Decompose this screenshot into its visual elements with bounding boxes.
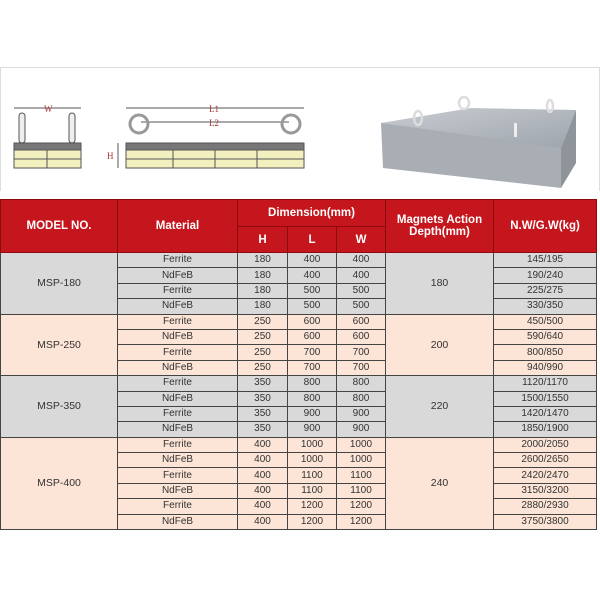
material-cell: NdFeB xyxy=(118,453,238,468)
material-cell: NdFeB xyxy=(118,514,238,529)
weight-cell: 2000/2050 xyxy=(494,437,597,452)
l-cell: 1200 xyxy=(288,514,337,529)
l-cell: 1000 xyxy=(288,453,337,468)
weight-cell: 225/275 xyxy=(494,283,597,298)
h-cell: 400 xyxy=(238,514,288,529)
l-cell: 700 xyxy=(288,345,337,360)
model-cell: MSP-250 xyxy=(1,314,118,376)
h-cell: 350 xyxy=(238,406,288,421)
w-cell: 400 xyxy=(337,268,386,283)
material-cell: NdFeB xyxy=(118,422,238,437)
l-cell: 1200 xyxy=(288,499,337,514)
w-cell: 700 xyxy=(337,360,386,375)
w-cell: 600 xyxy=(337,314,386,329)
l-cell: 600 xyxy=(288,314,337,329)
l-cell: 1100 xyxy=(288,483,337,498)
weight-cell: 1120/1170 xyxy=(494,376,597,391)
table-row xyxy=(1,376,597,391)
weight-cell: 2880/2930 xyxy=(494,499,597,514)
h-cell: 250 xyxy=(238,314,288,329)
h-cell: 180 xyxy=(238,299,288,314)
l-cell: 1000 xyxy=(288,437,337,452)
specification-table xyxy=(0,199,597,530)
header-h: H xyxy=(238,227,288,253)
weight-cell: 2420/2470 xyxy=(494,468,597,483)
material-cell: NdFeB xyxy=(118,268,238,283)
material-cell: Ferrite xyxy=(118,253,238,268)
h-cell: 250 xyxy=(238,345,288,360)
l-cell: 500 xyxy=(288,283,337,298)
material-cell: NdFeB xyxy=(118,391,238,406)
depth-cell: 220 xyxy=(386,376,494,438)
w-cell: 800 xyxy=(337,376,386,391)
w-label: W xyxy=(44,104,53,114)
l-cell: 1100 xyxy=(288,468,337,483)
h-cell: 350 xyxy=(238,391,288,406)
w-cell: 1200 xyxy=(337,514,386,529)
l-cell: 700 xyxy=(288,360,337,375)
header-l: L xyxy=(288,227,337,253)
material-cell: Ferrite xyxy=(118,437,238,452)
product-image-panel xyxy=(0,67,600,191)
magnet-diagrams xyxy=(1,68,599,190)
h-cell: 400 xyxy=(238,499,288,514)
model-cell: MSP-350 xyxy=(1,376,118,438)
l-cell: 800 xyxy=(288,376,337,391)
w-cell: 800 xyxy=(337,391,386,406)
material-cell: NdFeB xyxy=(118,360,238,375)
h-label: H xyxy=(107,151,114,161)
w-cell: 600 xyxy=(337,329,386,344)
header-depth: Magnets Action Depth(mm) xyxy=(386,200,494,253)
header-material: Material xyxy=(118,200,238,253)
header-dimension: Dimension(mm) xyxy=(238,200,386,227)
header-model: MODEL NO. xyxy=(1,200,118,253)
material-cell: Ferrite xyxy=(118,345,238,360)
material-cell: Ferrite xyxy=(118,468,238,483)
depth-cell: 180 xyxy=(386,253,494,315)
weight-cell: 450/500 xyxy=(494,314,597,329)
l-cell: 500 xyxy=(288,299,337,314)
side-view-diagram xyxy=(14,104,81,168)
material-cell: NdFeB xyxy=(118,329,238,344)
h-cell: 400 xyxy=(238,468,288,483)
w-cell: 1100 xyxy=(337,483,386,498)
weight-cell: 3150/3200 xyxy=(494,483,597,498)
weight-cell: 3750/3800 xyxy=(494,514,597,529)
header-weight: N.W/G.W(kg) xyxy=(494,200,597,253)
h-cell: 180 xyxy=(238,253,288,268)
material-cell: NdFeB xyxy=(118,299,238,314)
model-cell: MSP-180 xyxy=(1,253,118,315)
weight-cell: 330/350 xyxy=(494,299,597,314)
l-cell: 900 xyxy=(288,422,337,437)
material-cell: NdFeB xyxy=(118,483,238,498)
l-cell: 400 xyxy=(288,268,337,283)
weight-cell: 1500/1550 xyxy=(494,391,597,406)
weight-cell: 2600/2650 xyxy=(494,453,597,468)
front-view-diagram xyxy=(107,104,304,168)
h-cell: 180 xyxy=(238,268,288,283)
w-cell: 500 xyxy=(337,283,386,298)
l1-label: L1 xyxy=(209,104,219,114)
weight-cell: 1420/1470 xyxy=(494,406,597,421)
w-cell: 1100 xyxy=(337,468,386,483)
material-cell: Ferrite xyxy=(118,376,238,391)
h-cell: 400 xyxy=(238,437,288,452)
w-cell: 1000 xyxy=(337,437,386,452)
depth-cell: 200 xyxy=(386,314,494,376)
weight-cell: 940/990 xyxy=(494,360,597,375)
h-cell: 180 xyxy=(238,283,288,298)
weight-cell: 800/850 xyxy=(494,345,597,360)
weight-cell: 190/240 xyxy=(494,268,597,283)
weight-cell: 590/640 xyxy=(494,329,597,344)
h-cell: 400 xyxy=(238,483,288,498)
l-cell: 900 xyxy=(288,406,337,421)
material-cell: Ferrite xyxy=(118,283,238,298)
h-cell: 400 xyxy=(238,453,288,468)
w-cell: 500 xyxy=(337,299,386,314)
magnet-photo xyxy=(381,97,576,188)
h-cell: 350 xyxy=(238,422,288,437)
material-cell: Ferrite xyxy=(118,314,238,329)
l2-label: L2 xyxy=(209,118,219,128)
l-cell: 600 xyxy=(288,329,337,344)
h-cell: 250 xyxy=(238,360,288,375)
l-cell: 400 xyxy=(288,253,337,268)
weight-cell: 145/195 xyxy=(494,253,597,268)
l-cell: 800 xyxy=(288,391,337,406)
material-cell: Ferrite xyxy=(118,499,238,514)
model-cell: MSP-400 xyxy=(1,437,118,529)
depth-cell: 240 xyxy=(386,437,494,529)
table-row xyxy=(1,253,597,268)
h-cell: 250 xyxy=(238,329,288,344)
header-w: W xyxy=(337,227,386,253)
w-cell: 400 xyxy=(337,253,386,268)
table-row xyxy=(1,314,597,329)
table-row xyxy=(1,437,597,452)
w-cell: 900 xyxy=(337,422,386,437)
w-cell: 1200 xyxy=(337,499,386,514)
material-cell: Ferrite xyxy=(118,406,238,421)
weight-cell: 1850/1900 xyxy=(494,422,597,437)
w-cell: 700 xyxy=(337,345,386,360)
w-cell: 900 xyxy=(337,406,386,421)
w-cell: 1000 xyxy=(337,453,386,468)
h-cell: 350 xyxy=(238,376,288,391)
